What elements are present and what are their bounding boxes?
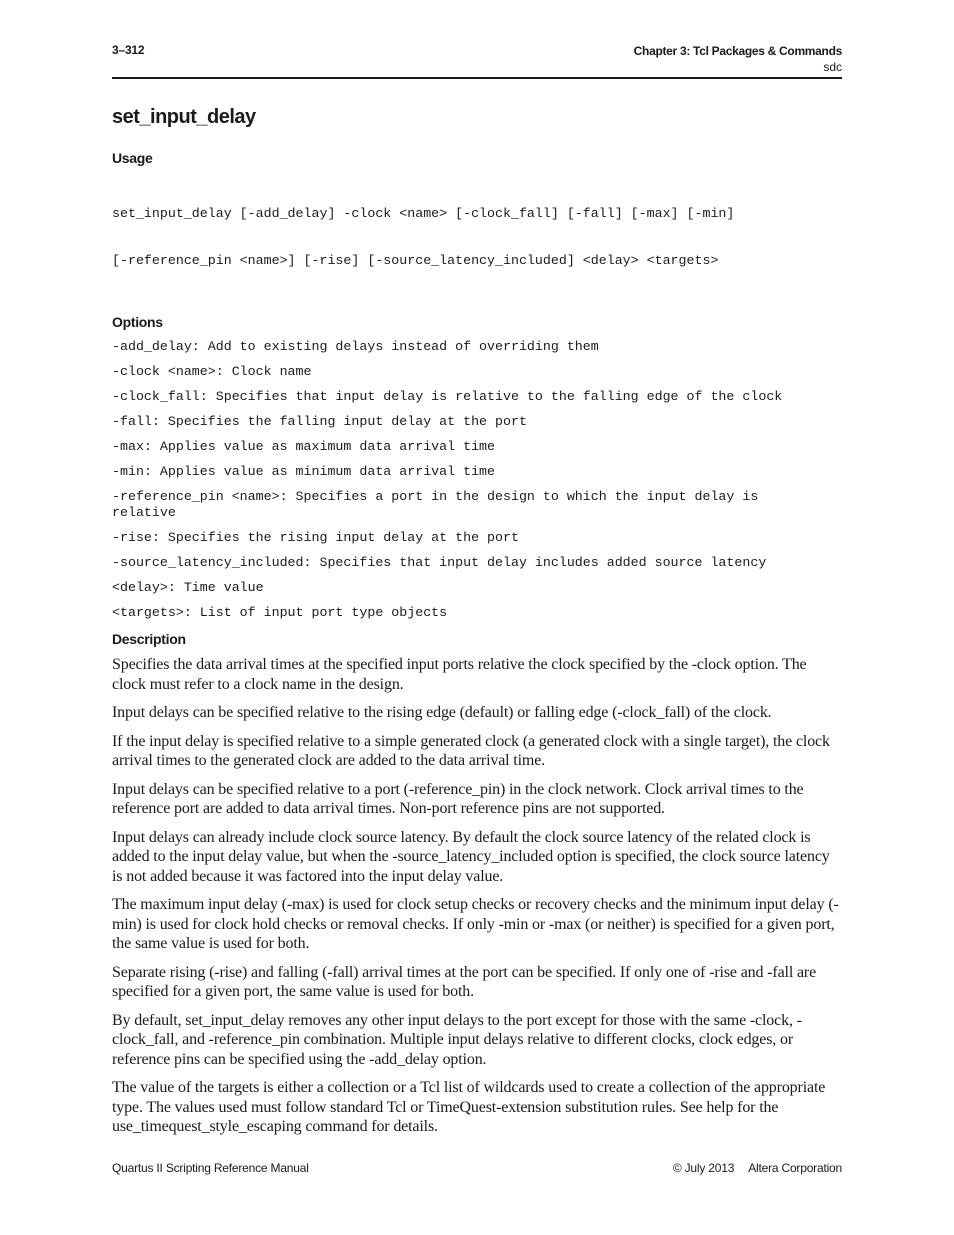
option-item: -max: Applies value as maximum data arrival time bbox=[112, 439, 496, 454]
footer-company: Altera Corporation bbox=[748, 1161, 842, 1175]
option-item: <targets>: List of input port type objects bbox=[112, 605, 448, 620]
option-item: -clock_fall: Specifies that input delay is relative to the falling edge of the clock bbox=[112, 389, 783, 404]
options-heading: Options bbox=[112, 314, 163, 330]
option-item: -min: Applies value as minimum data arrival time bbox=[112, 464, 496, 479]
description-paragraph: Separate rising (-rise) and falling (-fall) arrival times at the port can be specified. If only one of -rise and -fall are specified for a given port, the same value is used for both. bbox=[112, 963, 817, 1000]
description-paragraph: The maximum input delay (-max) is used for clock setup checks or recovery checks and the minimum input delay (-min) is used for clock hold checks or removal checks. If only -min or -max (or neither) is specified for a given port, the same value is used for both. bbox=[112, 896, 839, 952]
description-paragraph: By default, set_input_delay removes any other input delays to the port except for those with the same -clock, -clock_fall, and -reference_pin combination. Multiple input delays relative to different clocks, clock edges, or reference pins can be specified using the -add_delay option. bbox=[112, 1011, 802, 1068]
description-paragraph: The value of the targets is either a collection or a Tcl list of wildcards used to create a collection of the appropriate type. The values used must follow standard Tcl or TimeQuest-extension substitution rules. See help for the use_timequest_style_escaping command for details. bbox=[112, 1079, 826, 1135]
option-item: -clock <name>: Clock name bbox=[112, 364, 312, 379]
usage-code bbox=[112, 175, 842, 299]
option-item: -add_delay: Add to existing delays instead of overriding them bbox=[112, 339, 599, 354]
description-paragraph: Input delays can be specified relative to the rising edge (default) or falling edge (-clock_fall) of the clock. bbox=[112, 704, 772, 721]
footer-copyright bbox=[673, 1161, 842, 1175]
page-number: 3–312 bbox=[112, 43, 145, 57]
chapter-title: Chapter 3: Tcl Packages & Commands bbox=[633, 44, 842, 58]
page-content bbox=[112, 103, 842, 1146]
option-item: -reference_pin <name>: Specifies a port in the design to which the input delay is relative bbox=[112, 489, 759, 520]
description-paragraph: Specifies the data arrival times at the specified input ports relative the clock specified by the -clock option. The clock must refer to a clock name in the design. bbox=[112, 656, 807, 693]
command-title: set_input_delay bbox=[112, 106, 256, 128]
usage-line: [-reference_pin <name>] [-rise] [-source_latency_included] <delay> <targets> bbox=[112, 252, 719, 268]
header-rule bbox=[112, 77, 842, 79]
footer-manual-title: Quartus II Scripting Reference Manual bbox=[112, 1161, 309, 1175]
options-list bbox=[112, 339, 842, 621]
option-item: -rise: Specifies the rising input delay at the port bbox=[112, 530, 519, 545]
option-item: -source_latency_included: Specifies that input delay includes added source latency bbox=[112, 555, 767, 570]
option-item: -fall: Specifies the falling input delay at the port bbox=[112, 414, 527, 429]
footer-date: © July 2013 bbox=[672, 1161, 735, 1175]
description-heading: Description bbox=[112, 631, 186, 647]
usage-heading: Usage bbox=[112, 150, 153, 166]
section-name: sdc bbox=[823, 60, 842, 74]
description-paragraph: Input delays can already include clock source latency. By default the clock source latency of the related clock is added to the input delay value, but when the -source_latency_included option is specified, the clock source latency is not added because it was factored into the input delay value. bbox=[112, 828, 830, 885]
description-paragraph: Input delays can be specified relative to a port (-reference_pin) in the clock network. Clock arrival times to the reference port are added to data arrival times. Non-port reference pins are not supported. bbox=[112, 780, 804, 817]
description-body bbox=[112, 655, 842, 1137]
running-header bbox=[634, 43, 842, 75]
usage-line: set_input_delay [-add_delay] -clock <name> [-clock_fall] [-fall] [-max] [-min] bbox=[112, 206, 735, 221]
option-item: <delay>: Time value bbox=[112, 580, 264, 595]
description-paragraph: If the input delay is specified relative to a simple generated clock (a generated clock with a single target), the clock arrival times to the generated clock are added to the data arrival time. bbox=[112, 732, 830, 769]
